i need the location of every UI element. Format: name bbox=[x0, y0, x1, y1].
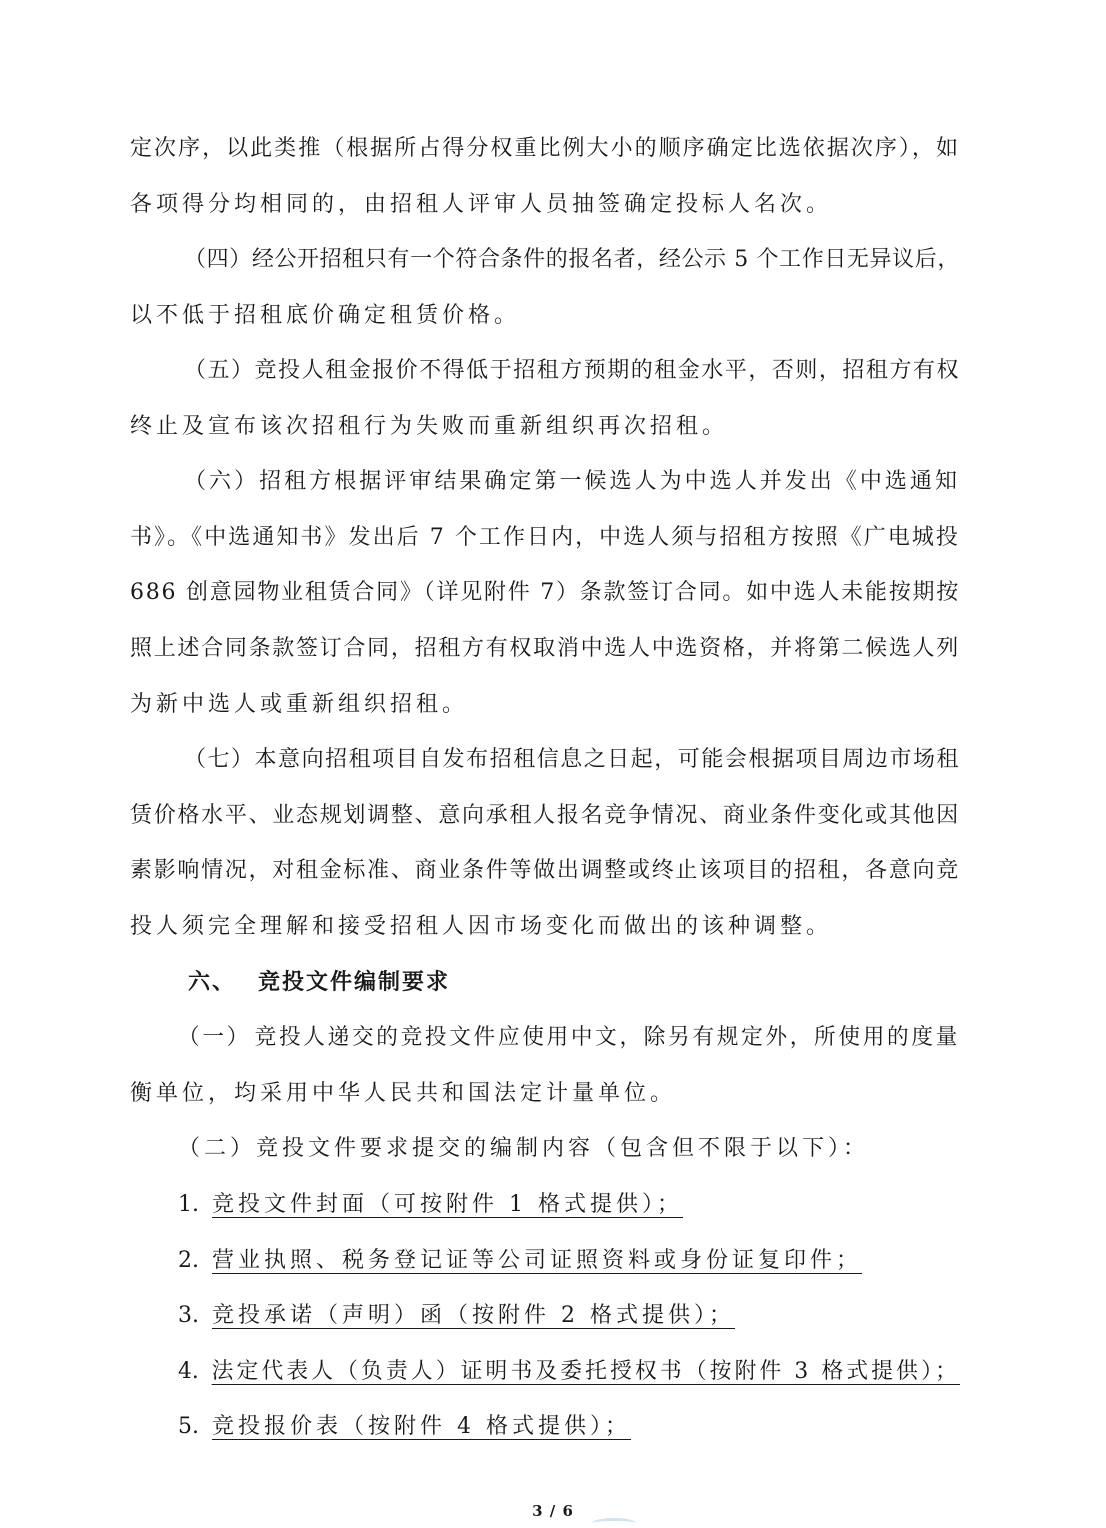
list-item-text: 竞投报价表（按附件 4 格式提供）； bbox=[212, 1414, 631, 1439]
paragraph-line: 以不低于招租底价确定租赁价格。 bbox=[130, 303, 521, 328]
list-item-text: 竞投文件封面（可按附件 1 格式提供）； bbox=[212, 1192, 683, 1217]
paragraph-line: （四）经公开招租只有一个符合条件的报名者，经公示 5 个工作日无异议后， bbox=[184, 247, 960, 272]
paragraph-line: 定次序，以此类推（根据所占得分权重比例大小的顺序确定比选依据次序），如 bbox=[130, 136, 960, 161]
paragraph-line: （七）本意向招租项目自发布招租信息之日起，可能会根据项目周边市场租 bbox=[184, 747, 960, 772]
page-number: 3 / 6 bbox=[532, 1502, 574, 1520]
list-item-number: 5. bbox=[178, 1414, 199, 1439]
section-title: 竞投文件编制要求 bbox=[258, 970, 451, 995]
paragraph-line: 为新中选人或重新组织招租。 bbox=[130, 692, 469, 717]
paragraph-line: 书》。《中选通知书》发出后 7 个工作日内，中选人须与招租方按照《广电城投 bbox=[130, 525, 960, 550]
paragraph-line: 照上述合同条款签订合同，招租方有权取消中选人中选资格，并将第二候选人列 bbox=[130, 636, 960, 661]
section-heading bbox=[188, 968, 450, 998]
list-item-number: 3. bbox=[178, 1303, 199, 1328]
list-item-text: 法定代表人（负责人）证明书及委托授权书（按附件 3 格式提供）； bbox=[211, 1359, 960, 1384]
decorative-mark bbox=[592, 1518, 636, 1528]
paragraph-line: 终止及宣布该次招租行为失败而重新组织再次招租。 bbox=[130, 414, 729, 439]
sub-clause-number: （二） bbox=[178, 1136, 257, 1161]
sub-clause-text: 竞投文件要求提交的编制内容（包含但不限于以下）： bbox=[256, 1136, 870, 1161]
list-item-number: 2. bbox=[178, 1248, 199, 1273]
list-item-number: 1. bbox=[178, 1192, 199, 1217]
paragraph-line: （六）招租方根据评审结果确定第一候选人为中选人并发出《中选通知 bbox=[184, 469, 960, 494]
paragraph-line: （五）竞投人租金报价不得低于招租方预期的租金水平，否则，招租方有权 bbox=[184, 358, 960, 383]
list-item bbox=[178, 1190, 683, 1220]
paragraph-line: 投人须完全理解和接受招租人因市场变化而做出的该种调整。 bbox=[130, 914, 833, 939]
paragraph-line: 赁价格水平、业态规划调整、意向承租人报名竞争情况、商业条件变化或其他因 bbox=[130, 803, 960, 828]
list-item-number: 4. bbox=[178, 1359, 199, 1384]
sub-clause-2 bbox=[178, 1134, 869, 1164]
paragraph-line: 衡单位，均采用中华人民共和国法定计量单位。 bbox=[130, 1081, 677, 1106]
sub-clause-text: 竞投人递交的竞投文件应使用中文，除另有规定外，所使用的度量 bbox=[254, 1025, 960, 1050]
list-item-text: 竞投承诺（声明）函（按附件 2 格式提供）； bbox=[212, 1303, 735, 1328]
paragraph-line: 素影响情况，对租金标准、商业条件等做出调整或终止该项目的招租，各意向竞 bbox=[130, 858, 960, 883]
list-item bbox=[178, 1357, 960, 1387]
section-number: 六、 bbox=[188, 970, 237, 995]
list-item bbox=[178, 1246, 862, 1276]
paragraph-line: 各项得分均相同的，由招租人评审人员抽签确定投标人名次。 bbox=[130, 192, 833, 217]
sub-clause-1 bbox=[178, 1023, 960, 1053]
paragraph-line: 686 创意园物业租赁合同》（详见附件 7）条款签订合同。如中选人未能按期按 bbox=[130, 580, 960, 605]
list-item-text: 营业执照、税务登记证等公司证照资料或身份证复印件； bbox=[212, 1248, 863, 1273]
list-item bbox=[178, 1301, 735, 1331]
list-item bbox=[178, 1412, 631, 1442]
sub-clause-number: （一） bbox=[178, 1025, 251, 1050]
